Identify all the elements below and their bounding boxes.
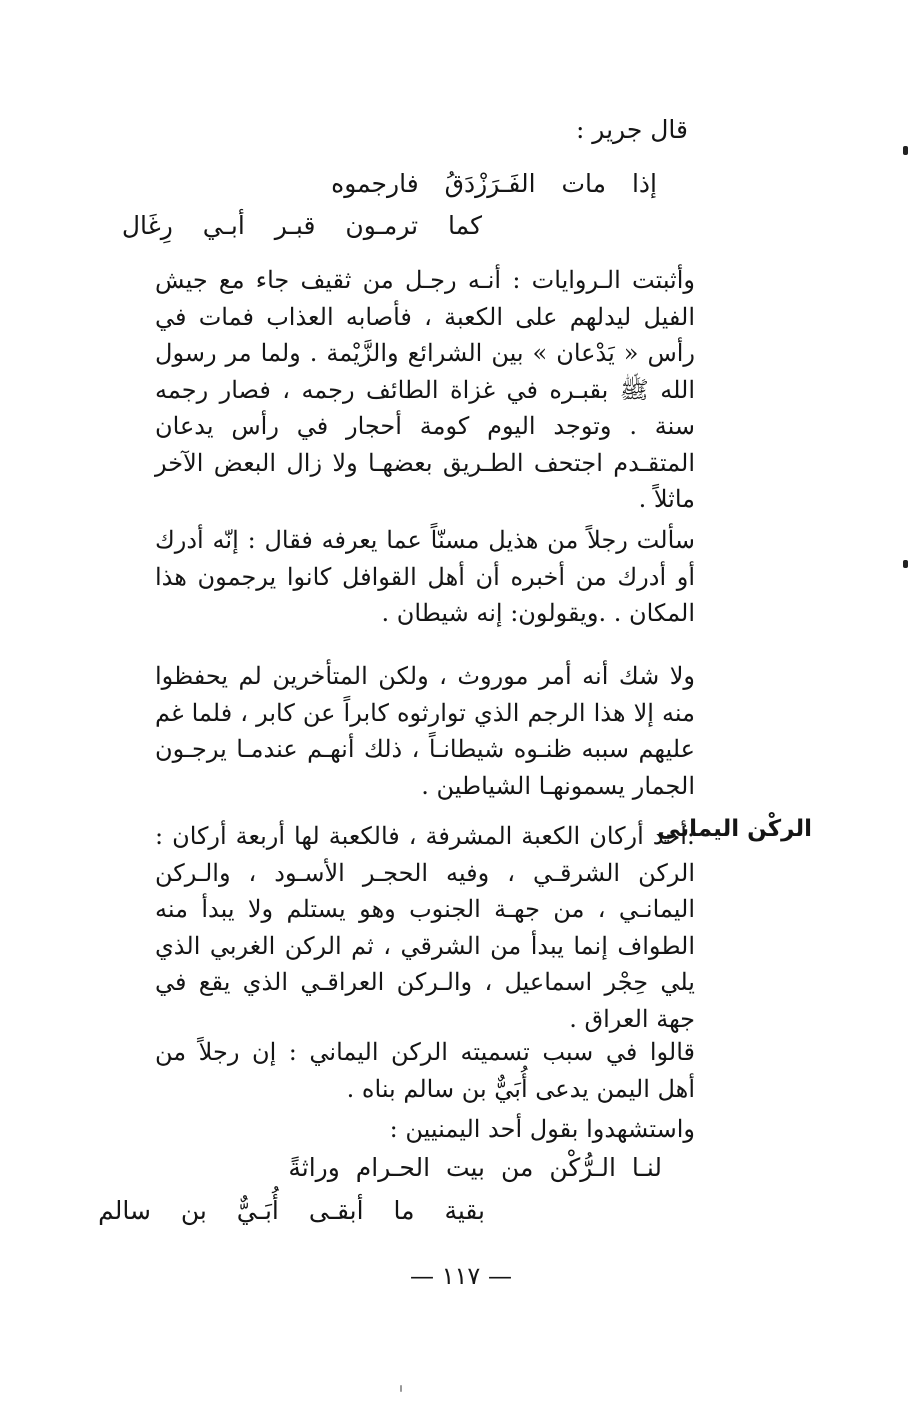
page-number: — ١١٧ — [410, 1262, 512, 1290]
paragraph-yemeni-corner-definition: :أحد أركان الكعبة المشرفة ، فالكعبة لها أربعة أركان : الركن الشرقـي ، وفيه الحجـر الأسـود ، والـركن اليمانـي ، من جهـة الجنوب وهو يستلم ولا يبدأ منه الطواف إنما يبدأ من الشرقي ، ثم الركن الغربي الذي يلي حِجْر اسماعيل ، والـركن العراقـي الذي يقع في جهة العراق . [155, 822, 695, 1033]
scan-mark-top [903, 146, 908, 155]
poem-verse-first-hemistich: إذا مات الفَـرَزْدَقُ فارجموه [331, 169, 657, 198]
paragraph-quote-intro: واستشهدوا بقول أحد اليمنيين : [389, 1115, 695, 1143]
paragraph-hudhayl-account: سألت رجلاً من هذيل مسنّاً عما يعرفه فقال : إنّه أدرك أو أدرك من أخبره أن أهل القوافل كانوا يرجمون هذا المكان . .ويقولون: إنه شيطان . [155, 526, 695, 627]
paragraph-naming-reason: قالوا في سبب تسميته الركن اليماني : إن رجلاً من أهل اليمن يدعى أُبَيٌّ بن سالم بناه . [155, 1038, 695, 1103]
paragraph-inherited-custom: ولا شك أنه أمر موروث ، ولكن المتأخرين لم يحفظوا منه إلا هذا الرجم الذي توارثوه كابراً عن كابر ، فلما غم عليهم سببه ظنـوه شيطانـاً ، ذلك أنهـم عندمـا يرجـون الجمار يسمونهـا الشياطين . [155, 662, 695, 800]
poem-verse-third-hemistich: لنـا الـرُّكْن من بيت الحـرام وراثةً [288, 1153, 662, 1182]
paragraph-narrations: وأثبتت الـروايات : أنـه رجـل من ثقيف جاء مع جيش الفيل ليدلهم على الكعبة ، فأصابه العذاب فمات في رأس « يَدْعان » بين الشرائع والزَّيْمة . ولما مر رسول الله ﷺ بقبـره في غزاة الطائف رجمه ، فصار رجمه سنة . وتوجد اليوم كومة أحجار في رأس يدعان المتقـدم اجتحف الطـريق بعضهـا ولا زال البعض الآخر ماثلاً . [155, 266, 695, 513]
glossary-term-heading: الركْن اليماني [657, 816, 812, 842]
intro-line: قال جرير : [575, 115, 688, 144]
scan-mark-bottom [400, 1385, 402, 1392]
scan-mark-middle [903, 560, 908, 568]
poem-verse-second-hemistich: كما ترمـون قبـر أبـي رِغَال [121, 211, 482, 240]
poem-verse-fourth-hemistich: بقية ما أبقـى أُبَـيٌّ بن سالم [98, 1196, 485, 1225]
